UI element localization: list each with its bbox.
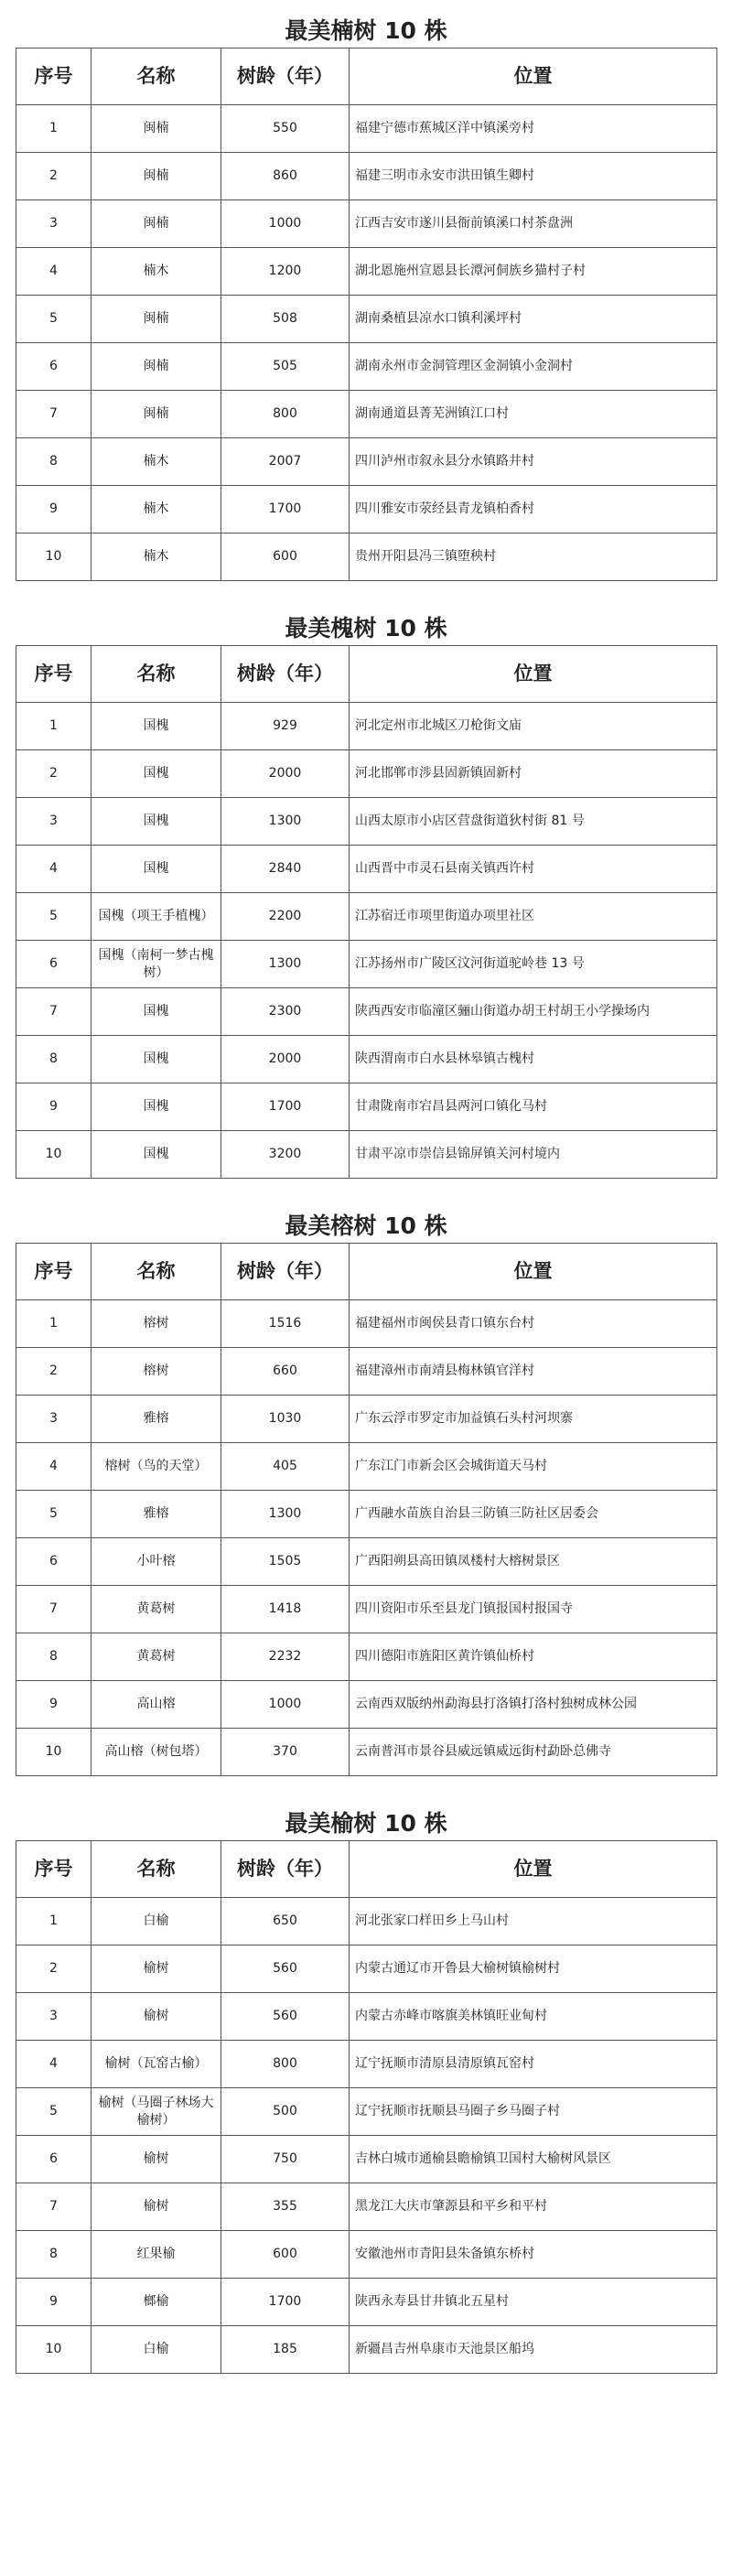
table-row [16,153,717,200]
table-row [16,486,717,534]
tree-name: 楠木 [92,248,221,296]
row-index: 10 [16,2326,92,2374]
row-index: 6 [16,1538,92,1586]
tree-name: 国槐（项王手植槐） [92,893,221,941]
table-row [16,798,717,846]
tree-age: 1516 [221,1300,350,1348]
tree-age: 1700 [221,1083,350,1131]
tree-name: 白榆 [92,2326,221,2374]
tree-age: 508 [221,296,350,343]
tree-name: 闽楠 [92,391,221,438]
tree-location: 福建宁德市蕉城区洋中镇溪旁村 [350,105,717,153]
table-row [16,2136,717,2183]
tree-location: 广西融水苗族自治县三防镇三防社区居委会 [350,1491,717,1538]
tree-name: 榆树 [92,1945,221,1993]
table-header-row [16,1244,717,1300]
table-row [16,703,717,750]
row-index: 8 [16,2231,92,2279]
tree-name: 榔榆 [92,2279,221,2326]
tree-location: 河北邯郸市涉县固新镇固新村 [350,750,717,798]
tree-name: 高山榕（树包塔） [92,1729,221,1776]
section-spacer [0,1179,732,1195]
row-index: 1 [16,1300,92,1348]
table-row [16,1681,717,1729]
row-index: 6 [16,343,92,391]
table-row [16,2231,717,2279]
tree-name: 楠木 [92,534,221,581]
header-index: 序号 [16,1244,92,1300]
tree-location: 陕西永寿县甘井镇北五星村 [350,2279,717,2326]
tree-section [0,0,732,598]
tree-age: 800 [221,2041,350,2088]
table-row [16,534,717,581]
tree-age: 1300 [221,798,350,846]
tree-location: 广东云浮市罗定市加益镇石头村河坝寨 [350,1396,717,1443]
tree-age: 1300 [221,1491,350,1538]
tree-age: 1700 [221,486,350,534]
tree-location: 福建三明市永安市洪田镇生卿村 [350,153,717,200]
row-index: 3 [16,798,92,846]
row-index: 3 [16,1993,92,2041]
table-row [16,750,717,798]
tree-age: 505 [221,343,350,391]
table-row [16,893,717,941]
header-index: 序号 [16,646,92,703]
tree-location: 福建福州市闽侯县青口镇东台村 [350,1300,717,1348]
table-row [16,1586,717,1633]
tree-age: 1000 [221,200,350,248]
table-header-row [16,646,717,703]
tree-name: 闽楠 [92,343,221,391]
header-age: 树龄（年） [221,646,350,703]
section-title: 最美榆树 10 株 [285,1810,447,1837]
row-index: 4 [16,846,92,893]
tree-location: 黑龙江大庆市肇源县和平乡和平村 [350,2183,717,2231]
row-index: 1 [16,105,92,153]
tree-location: 甘肃陇南市宕昌县两河口镇化马村 [350,1083,717,1131]
table-row [16,438,717,486]
tree-name: 榆树 [92,2136,221,2183]
tree-age: 1505 [221,1538,350,1586]
table-row [16,1300,717,1348]
row-index: 2 [16,750,92,798]
header-name: 名称 [92,49,221,105]
tree-location: 陕西渭南市白水县林皋镇古槐村 [350,1036,717,1083]
section-spacer [0,581,732,598]
tree-age: 2000 [221,1036,350,1083]
section-spacer [0,1776,732,1793]
section-spacer [0,2374,732,2390]
tree-age: 500 [221,2088,350,2136]
tree-location: 山西太原市小店区营盘街道狄村街 81 号 [350,798,717,846]
table-row [16,1443,717,1491]
tree-location: 广东江门市新会区会城街道天马村 [350,1443,717,1491]
table-row [16,1348,717,1396]
tree-age: 1418 [221,1586,350,1633]
row-index: 5 [16,2088,92,2136]
tree-location: 内蒙古赤峰市喀旗美林镇旺业甸村 [350,1993,717,2041]
tree-name: 榆树 [92,2183,221,2231]
tree-age: 929 [221,703,350,750]
row-index: 6 [16,941,92,988]
row-index: 7 [16,2183,92,2231]
tree-name: 高山榕 [92,1681,221,1729]
tree-location: 江西吉安市遂川县衙前镇溪口村茶盘洲 [350,200,717,248]
tree-name: 雅榕 [92,1491,221,1538]
tree-name: 红果榆 [92,2231,221,2279]
table-row [16,343,717,391]
row-index: 9 [16,1681,92,1729]
tree-age: 1000 [221,1681,350,1729]
tree-table [16,1243,717,1776]
tree-name: 闽楠 [92,105,221,153]
tree-location: 湖南通道县菁芜洲镇江口村 [350,391,717,438]
tree-location: 福建漳州市南靖县梅林镇官洋村 [350,1348,717,1396]
table-row [16,1945,717,1993]
row-index: 9 [16,1083,92,1131]
tree-name: 榆树（瓦窑古榆） [92,2041,221,2088]
tree-location: 广西阳朔县高田镇凤楼村大榕树景区 [350,1538,717,1586]
tree-age: 2840 [221,846,350,893]
tree-name: 闽楠 [92,296,221,343]
section-title: 最美榕树 10 株 [285,1213,447,1239]
table-row [16,988,717,1036]
tree-name: 国槐 [92,1131,221,1179]
tree-location: 辽宁抚顺市清原县清原镇瓦窑村 [350,2041,717,2088]
row-index: 1 [16,703,92,750]
tree-location: 贵州开阳县冯三镇堕秧村 [350,534,717,581]
header-name: 名称 [92,646,221,703]
table-row [16,1131,717,1179]
section-title: 最美槐树 10 株 [285,615,447,641]
table-row [16,1538,717,1586]
header-name: 名称 [92,1244,221,1300]
header-location: 位置 [350,1841,717,1898]
tree-name: 小叶榕 [92,1538,221,1586]
tree-location: 云南西双版纳州勐海县打洛镇打洛村独树成林公园 [350,1681,717,1729]
row-index: 5 [16,296,92,343]
tree-age: 600 [221,534,350,581]
header-age: 树龄（年） [221,1244,350,1300]
tree-age: 600 [221,2231,350,2279]
tree-name: 榕树 [92,1348,221,1396]
tree-name: 榆树 [92,1993,221,2041]
row-index: 9 [16,2279,92,2326]
tree-name: 国槐 [92,988,221,1036]
tree-age: 550 [221,105,350,153]
table-row [16,200,717,248]
tree-age: 185 [221,2326,350,2374]
table-row [16,1993,717,2041]
row-index: 3 [16,200,92,248]
tree-name: 国槐 [92,1083,221,1131]
tree-name: 闽楠 [92,153,221,200]
header-age: 树龄（年） [221,49,350,105]
tree-location: 新疆昌吉州阜康市天池景区船坞 [350,2326,717,2374]
tree-location: 四川资阳市乐至县龙门镇报国村报国寺 [350,1586,717,1633]
row-index: 2 [16,1945,92,1993]
row-index: 10 [16,1131,92,1179]
table-row [16,1491,717,1538]
table-row [16,846,717,893]
row-index: 4 [16,248,92,296]
header-location: 位置 [350,646,717,703]
table-row [16,2088,717,2136]
tree-location: 江苏扬州市广陵区汶河街道驼岭巷 13 号 [350,941,717,988]
header-index: 序号 [16,49,92,105]
tree-age: 1200 [221,248,350,296]
tree-name: 黄葛树 [92,1633,221,1681]
tree-name: 黄葛树 [92,1586,221,1633]
tree-location: 四川德阳市旌阳区黄许镇仙桥村 [350,1633,717,1681]
tree-table [16,48,717,581]
table-row [16,2279,717,2326]
tree-age: 2200 [221,893,350,941]
tree-location: 湖北恩施州宣恩县长潭河侗族乡猫村子村 [350,248,717,296]
tree-name: 榆树（马圈子林场大榆树） [92,2088,221,2136]
row-index: 7 [16,391,92,438]
section-title: 最美楠树 10 株 [285,17,447,44]
tree-age: 405 [221,1443,350,1491]
row-index: 5 [16,893,92,941]
row-index: 8 [16,1036,92,1083]
table-row [16,1083,717,1131]
tree-age: 2232 [221,1633,350,1681]
tree-age: 370 [221,1729,350,1776]
row-index: 10 [16,534,92,581]
table-header-row [16,1841,717,1898]
tree-location: 河北张家口样田乡上马山村 [350,1898,717,1945]
table-row [16,1633,717,1681]
tree-name: 雅榕 [92,1396,221,1443]
tree-section [0,1195,732,1793]
header-location: 位置 [350,49,717,105]
table-row [16,1036,717,1083]
tree-name: 国槐 [92,750,221,798]
tree-age: 660 [221,1348,350,1396]
tree-name: 国槐 [92,1036,221,1083]
tree-name: 闽楠 [92,200,221,248]
tree-location: 陕西西安市临潼区骊山街道办胡王村胡王小学操场内 [350,988,717,1036]
table-row [16,248,717,296]
row-index: 2 [16,1348,92,1396]
tree-age: 355 [221,2183,350,2231]
row-index: 8 [16,438,92,486]
tree-name: 国槐 [92,798,221,846]
tree-name: 国槐（南柯一梦古槐树） [92,941,221,988]
table-row [16,2183,717,2231]
table-row [16,391,717,438]
tree-location: 四川泸州市叙永县分水镇路井村 [350,438,717,486]
tree-age: 3200 [221,1131,350,1179]
tree-name: 白榆 [92,1898,221,1945]
tree-location: 内蒙古通辽市开鲁县大榆树镇榆树村 [350,1945,717,1993]
tree-location: 湖南永州市金洞管理区金洞镇小金洞村 [350,343,717,391]
header-name: 名称 [92,1841,221,1898]
row-index: 4 [16,1443,92,1491]
tree-age: 560 [221,1945,350,1993]
header-age: 树龄（年） [221,1841,350,1898]
row-index: 4 [16,2041,92,2088]
table-row [16,296,717,343]
tree-age: 750 [221,2136,350,2183]
row-index: 1 [16,1898,92,1945]
row-index: 7 [16,988,92,1036]
header-index: 序号 [16,1841,92,1898]
tree-location: 吉林白城市通榆县瞻榆镇卫国村大榆树风景区 [350,2136,717,2183]
tree-age: 650 [221,1898,350,1945]
tree-age: 1300 [221,941,350,988]
header-location: 位置 [350,1244,717,1300]
tree-age: 2007 [221,438,350,486]
tree-location: 安徽池州市青阳县朱备镇东桥村 [350,2231,717,2279]
tree-name: 榕树（鸟的天堂） [92,1443,221,1491]
table-row [16,2326,717,2374]
tree-location: 辽宁抚顺市抚顺县马圈子乡马圈子村 [350,2088,717,2136]
table-header-row [16,49,717,105]
tree-age: 860 [221,153,350,200]
row-index: 5 [16,1491,92,1538]
table-row [16,2041,717,2088]
tree-name: 楠木 [92,438,221,486]
tree-location: 甘肃平凉市崇信县锦屏镇关河村境内 [350,1131,717,1179]
row-index: 6 [16,2136,92,2183]
table-row [16,941,717,988]
tree-name: 榕树 [92,1300,221,1348]
tree-age: 1030 [221,1396,350,1443]
tree-age: 800 [221,391,350,438]
row-index: 7 [16,1586,92,1633]
table-row [16,1729,717,1776]
tree-location: 云南普洱市景谷县威远镇威远街村勐卧总佛寺 [350,1729,717,1776]
tree-age: 1700 [221,2279,350,2326]
tree-location: 湖南桑植县凉水口镇利溪坪村 [350,296,717,343]
row-index: 10 [16,1729,92,1776]
tree-name: 楠木 [92,486,221,534]
tree-section [0,1793,732,2390]
tree-location: 山西晋中市灵石县南关镇西许村 [350,846,717,893]
table-row [16,105,717,153]
table-row [16,1898,717,1945]
tree-location: 四川雅安市荥经县青龙镇柏香村 [350,486,717,534]
table-row [16,1396,717,1443]
tree-location: 江苏宿迁市项里街道办项里社区 [350,893,717,941]
row-index: 3 [16,1396,92,1443]
row-index: 8 [16,1633,92,1681]
tree-location: 河北定州市北城区刀枪街文庙 [350,703,717,750]
tree-age: 560 [221,1993,350,2041]
row-index: 2 [16,153,92,200]
tree-age: 2300 [221,988,350,1036]
tree-name: 国槐 [92,703,221,750]
tree-table [16,1840,717,2374]
tree-name: 国槐 [92,846,221,893]
tree-age: 2000 [221,750,350,798]
row-index: 9 [16,486,92,534]
tree-table [16,645,717,1179]
tree-section [0,598,732,1195]
